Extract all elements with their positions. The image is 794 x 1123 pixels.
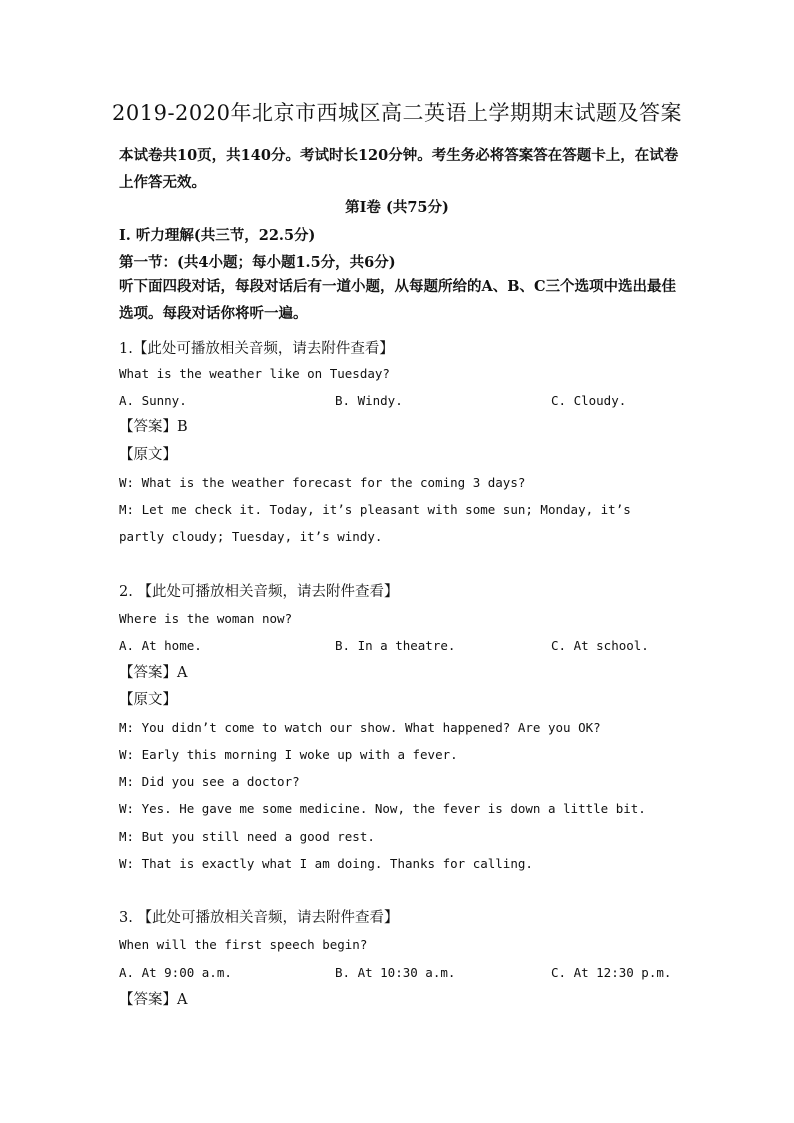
- question-3-option-c: C. At 12:30 p.m.: [551, 965, 672, 980]
- question-1-header: 1.【此处可播放相关音频，请去附件查看】: [119, 341, 394, 357]
- section-title: 第Ⅰ卷 (共75分): [345, 199, 449, 216]
- question-2-source-label: 【原文】: [119, 692, 177, 708]
- question-2-answer: 【答案】A: [119, 665, 188, 681]
- question-1-text: What is the weather like on Tuesday?: [119, 366, 390, 381]
- question-1-transcript-line: W: What is the weather forecast for the coming 3 days?: [119, 475, 526, 490]
- question-3-option-a: A. At 9:00 a.m.: [119, 965, 232, 980]
- question-2-transcript-line: W: That is exactly what I am doing. Thanks for calling.: [119, 856, 533, 871]
- question-2-option-a: A. At home.: [119, 638, 202, 653]
- question-2-header: 2. 【此处可播放相关音频，请去附件查看】: [119, 584, 399, 600]
- question-1-option-a: A. Sunny.: [119, 393, 187, 408]
- question-1-option-b: B. Windy.: [335, 393, 403, 408]
- question-2-transcript-line: M: Did you see a doctor?: [119, 774, 300, 789]
- subsection-title: 第一节：(共4小题；每小题1.5分，共6分): [119, 254, 396, 271]
- question-1-transcript-line: M: Let me check it. Today, it’s pleasant with some sun; Monday, it’s partly cloudy; Tuesday, it’s windy.: [119, 502, 631, 544]
- question-2-text: Where is the woman now?: [119, 611, 293, 626]
- question-2-transcript-line: M: But you still need a good rest.: [119, 829, 375, 844]
- question-2-option-b: B. In a theatre.: [335, 638, 456, 653]
- question-1-source-label: 【原文】: [119, 447, 177, 463]
- part-title: I. 听力理解(共三节，22.5分): [119, 227, 316, 244]
- exam-intro: 本试卷共10页，共140分。考试时长120分钟。考生务必将答案答在答题卡上，在试卷上作答无效。: [119, 147, 679, 191]
- question-1-answer: 【答案】B: [119, 419, 188, 435]
- question-1-option-c: C. Cloudy.: [551, 393, 627, 408]
- page-title: 2019-2020年北京市西城区高二英语上学期期末试题及答案: [112, 101, 682, 125]
- question-3-answer: 【答案】A: [119, 992, 188, 1008]
- question-3-header: 3. 【此处可播放相关音频，请去附件查看】: [119, 910, 399, 926]
- question-2-transcript-line: W: Early this morning I woke up with a fever.: [119, 747, 458, 762]
- question-2-transcript-line: M: You didn’t come to watch our show. What happened? Are you OK?: [119, 720, 601, 735]
- question-3-option-b: B. At 10:30 a.m.: [335, 965, 456, 980]
- question-2-transcript-line: W: Yes. He gave me some medicine. Now, the fever is down a little bit.: [119, 801, 646, 816]
- question-2-option-c: C. At school.: [551, 638, 649, 653]
- question-3-text: When will the first speech begin?: [119, 937, 368, 952]
- instructions: 听下面四段对话，每段对话后有一道小题，从每题所给的A、B、C三个选项中选出最佳选项。每段对话你将听一遍。: [119, 278, 677, 322]
